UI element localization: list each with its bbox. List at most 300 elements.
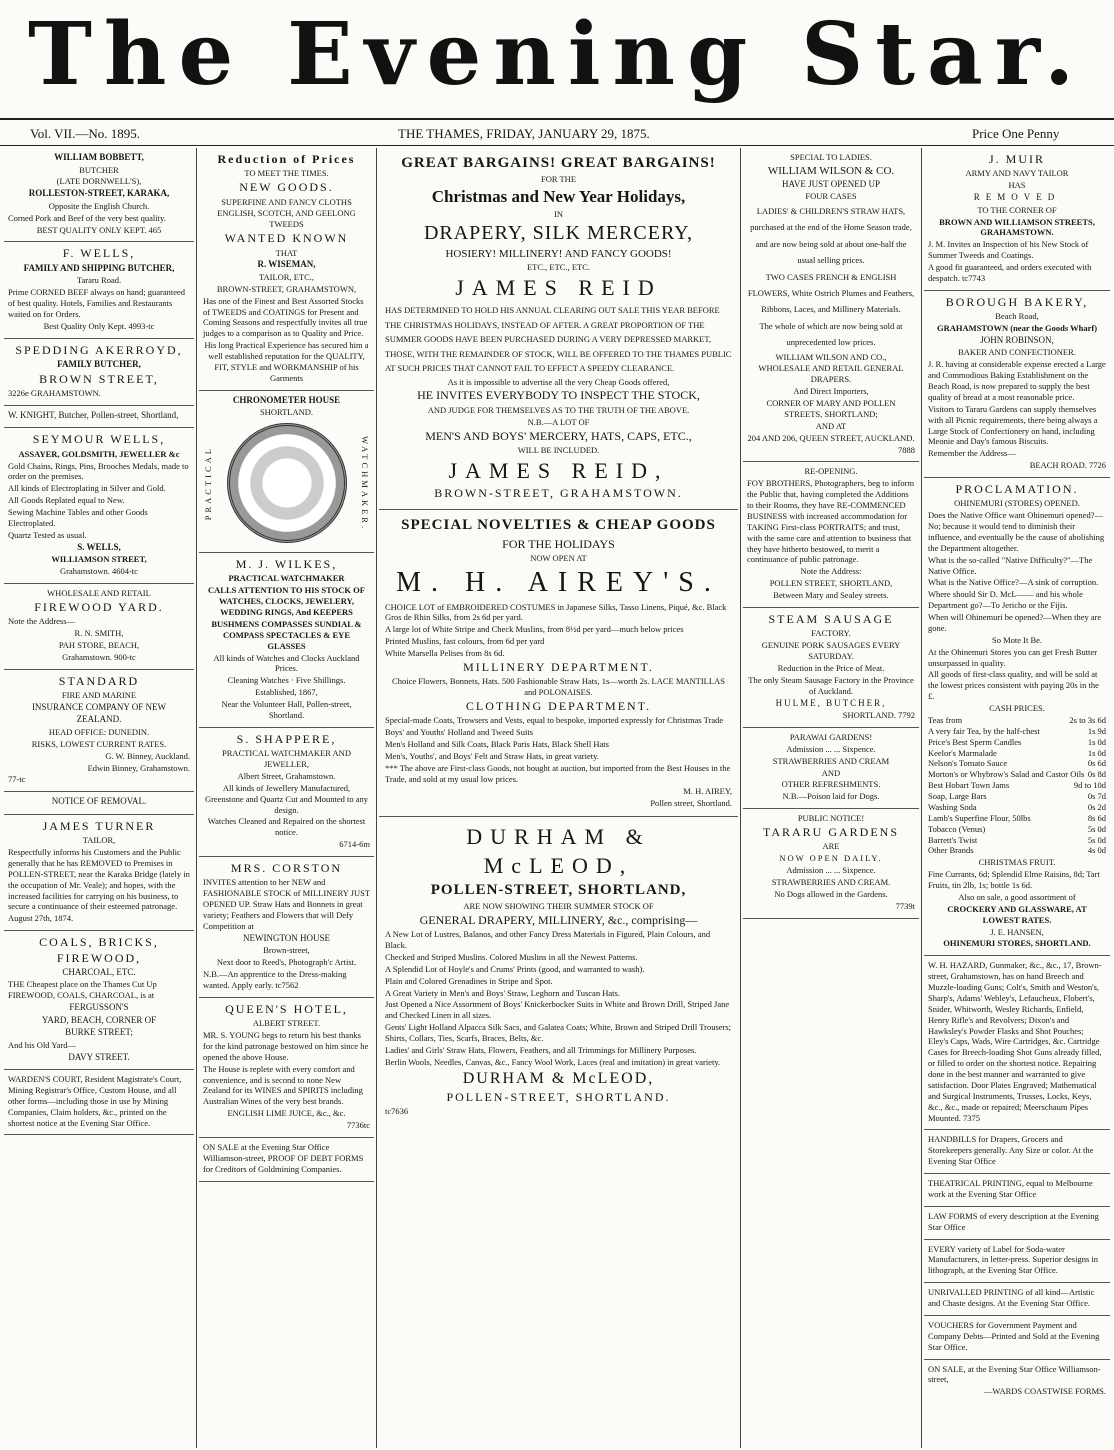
ad-text: 6714-6m xyxy=(339,839,370,850)
ad-text: WILL BE INCLUDED. xyxy=(517,444,600,455)
ad-text: FERGUSSON'S xyxy=(69,1002,129,1013)
ad-vouchers xyxy=(924,1316,1110,1360)
ad-text: POLLEN STREET, SHORTLAND, xyxy=(769,578,893,589)
price-value: 0s 7d xyxy=(1087,791,1106,802)
ad-text: ON SALE, at the Evening Star Office Williamson-street, xyxy=(928,1363,1101,1385)
ad-text: WANTED KNOWN xyxy=(224,231,349,246)
ad-text: The only Steam Sausage Factory in the Province of Auckland. xyxy=(748,674,914,696)
ad-text: JAMES REID, xyxy=(448,457,669,483)
ad-text: EVERY variety of Label for Soda-water Manufacturers, in letter-press. Superior designs in lithograph, at the Evening Star Office. xyxy=(928,1243,1099,1276)
ad-text: And his Old Yard— xyxy=(8,1039,77,1050)
ad-heading: F. WELLS, xyxy=(62,246,136,261)
ad-text: INSURANCE COMPANY OF NEW xyxy=(31,701,167,712)
ad-text: The whole of which are now being sold at unprecedented low prices. xyxy=(759,321,903,348)
ad-heading: WILLIAM BOBBETT, xyxy=(54,152,144,162)
price-value: 5s 0d xyxy=(1087,834,1106,845)
ad-text: HAS DETERMINED TO HOLD HIS ANNUAL CLEARING OUT SALE THIS YEAR BEFORE THE CHRISTMAS HOLIDAYS, INSTEAD OF AFTER. A GREAT PROPORTION OF THE SUMMER GOODS HAVE BEEN PURCHASED DURING A VERY DEPRESSED MARKET, THOSE, WITH THE REMAINDER OF STOCK, WILL BE OFFERED TO THE THAMES PUBLIC AT SUCH PRICES THAT CANNOT FAIL TO EFFECT A SPEEDY CLEARANCE. xyxy=(385,305,732,374)
ad-muir xyxy=(924,148,1110,291)
ad-text: Berlin Wools, Needles, Canvas, &c., Fancy Wool Work, Laces (real and imitation) in great variety. xyxy=(385,1056,721,1067)
ad-heading: CHRONOMETER HOUSE xyxy=(232,394,341,405)
ad-text: What is the Native Office?—A sink of corruption. xyxy=(928,577,1099,588)
ad-bobbett xyxy=(4,148,194,242)
ad-text: CORNER OF MARY AND POLLEN STREETS, SHORTLAND; xyxy=(766,398,896,419)
ad-text: ARMY AND NAVY TAILOR xyxy=(965,168,1069,179)
ad-text: The House is replete with every comfort and convenience, and is second to none New Zealand for its WINES and SPIRITS including Australian Wines of the very best brands. xyxy=(203,1063,363,1107)
ad-text: THAT xyxy=(275,247,298,258)
ad-text: OTHER REFRESHMENTS. xyxy=(781,779,881,790)
ad-text: BURKE STREET; xyxy=(65,1027,133,1038)
ad-text: A good fit guaranteed, and orders executed with despatch. tc7743 xyxy=(928,262,1092,283)
ad-text: ETC., ETC., ETC. xyxy=(526,262,591,273)
ad-text: BEACH ROAD. 7726 xyxy=(1029,460,1106,471)
ad-heading: J. MUIR xyxy=(988,152,1045,166)
ad-heading: S. SHAPPERE, xyxy=(236,731,337,746)
ad-text: AND xyxy=(821,767,841,778)
ad-text: HOSIERY! MILLINERY! AND FANCY GOODS! xyxy=(445,248,672,261)
dateline-rule xyxy=(0,145,1114,146)
price-value: 8s 6d xyxy=(1087,812,1106,823)
column-rule xyxy=(740,148,741,1448)
ad-text: Brown-street, xyxy=(263,945,310,956)
ad-heading: COALS, BRICKS, FIREWOOD, xyxy=(39,935,159,965)
ad-text: FACTORY. xyxy=(811,628,851,639)
ad-text: Remember the Address— xyxy=(928,448,1016,459)
price-item: Best Hobart Town Jams xyxy=(928,780,1010,791)
ad-text: BROWN STREET, xyxy=(39,371,159,386)
ad-text: INVITES attention to her NEW and FASHIONABLE STOCK of MILLINERY JUST OPENED UP. Straw Hats and Bonnets in great variety; Feathers and Flowers that will Defy Competition at xyxy=(203,877,370,931)
ad-heading: PARAWAI GARDENS! xyxy=(789,731,873,742)
ad-text: Note the Address: xyxy=(800,566,862,577)
ad-text: SHORTLAND. xyxy=(259,407,314,418)
ad-unrivalled-printing xyxy=(924,1283,1110,1316)
ad-heading: MRS. CORSTON xyxy=(230,861,343,876)
column-rule xyxy=(376,148,377,1448)
ad-text: Sewing Machine Tables and other Goods Electroplated. xyxy=(8,507,148,528)
ad-text: NEW GOODS. xyxy=(239,180,334,195)
ad-text: And Direct Importers, xyxy=(793,386,869,397)
ad-text: G. W. Binney, Auckland. xyxy=(105,750,190,761)
price-value: 1s 0d xyxy=(1087,736,1106,747)
ad-text: Reduction in the Price of Meat. xyxy=(777,662,885,673)
ad-text: Admission ... ... Sixpence. xyxy=(786,865,876,876)
ad-text: RISKS, LOWEST CURRENT RATES. xyxy=(31,738,167,749)
ad-airey xyxy=(379,510,738,817)
ad-james-reid xyxy=(379,148,738,510)
ad-text: ARE xyxy=(822,841,840,852)
ad-text: BROWN-STREET, GRAHAMSTOWN. xyxy=(434,485,683,500)
ad-text: M. H. AIREY'S. xyxy=(396,566,721,598)
ad-text: WILLIAM WILSON AND CO., xyxy=(775,351,887,362)
ad-text: CHOICE LOT of EMBROIDERED COSTUMES in Japanese Silks, Tasso Linens, Piqué, &c. Black Gros de Rhin Silks, from 2s 6d per yard. xyxy=(385,601,727,623)
ad-text: Prime CORNED BEEF always on hand; guaranteed of best quality. Hotels, Families and Restaurants waited on for Orders. xyxy=(8,287,186,319)
ad-text: ENGLISH LIME JUICE, &c., &c. xyxy=(227,1108,346,1119)
ad-text: TARARU GARDENS xyxy=(762,825,900,840)
ad-durham-mcleod xyxy=(379,817,738,1125)
ad-text: So Mote It Be. xyxy=(991,634,1043,645)
ad-text: Where should Sir D. McL—— and his whole Department go?—To Jericho or the Fijis. xyxy=(928,589,1083,611)
price-item: Tobacco (Venus) xyxy=(928,823,986,834)
ad-text: *** The above are First-class Goods, not bought at auction, but imported from the Best Houses in the Trade, and sold at my usual low prices. xyxy=(385,762,731,784)
volume-number: Vol. VII.—No. 1895. xyxy=(30,126,141,141)
ad-heading: NOTICE OF REMOVAL. xyxy=(51,796,147,807)
ad-notice-removal xyxy=(4,792,194,815)
price-row xyxy=(928,758,1106,769)
ad-text: Note the Address— xyxy=(8,616,76,627)
ad-text: N.B.—Poison laid for Dogs. xyxy=(782,791,880,802)
ad-text: OHINEMURI STORES, SHORTLAND. xyxy=(943,938,1091,949)
ad-text: 204 AND 206, QUEEN STREET, AUCKLAND. xyxy=(747,432,915,443)
ad-text: OHINEMURI (STORES) OPENED. xyxy=(954,498,1080,509)
price-item: Other Brands xyxy=(928,845,974,856)
ad-wells-butcher xyxy=(4,242,194,338)
price-row xyxy=(928,791,1106,802)
ad-text: VOUCHERS for Government Payment and Company Debts—Printed and Sold at the Evening Star Office. xyxy=(928,1319,1100,1352)
ad-text: DAVY STREET. xyxy=(68,1051,130,1062)
ad-text: TAILOR, ETC., xyxy=(258,271,315,282)
ad-text: TWO CASES FRENCH & ENGLISH FLOWERS, White Ostrich Plumes and Feathers, Ribbons, Laces, and Millinery Materials. xyxy=(747,271,915,315)
price-value: 1s 9d xyxy=(1087,725,1106,736)
ad-heading: SPECIAL NOVELTIES & CHEAP GOODS xyxy=(401,517,716,534)
ad-corston xyxy=(199,857,374,998)
ad-text: At the Ohinemuri Stores you can get Fresh Butter unsurpassed in quality. xyxy=(928,646,1098,668)
price-value: 0s 6d xyxy=(1087,758,1106,769)
price-value: 4s 0d xyxy=(1087,845,1106,856)
ad-text: LADIES' & CHILDREN'S STRAW HATS, purchased at the end of the Home Season trade, and are now being sold at about one-half the usual selling prices. xyxy=(750,206,912,265)
ad-text: Special-made Coats, Trowsers and Vests, equal to bespoke, imported expressly for Christmas Trade xyxy=(385,715,724,726)
ad-tararu-gardens xyxy=(743,809,919,918)
ad-heading: GREAT BARGAINS! GREAT BARGAINS! xyxy=(401,155,716,171)
ad-text: Between Mary and Sealey streets. xyxy=(773,590,889,601)
ad-text: Respectfully informs his Customers and the Public generally that he has REMOVED to Premises in POLLEN-STREET, near the Karaka Bridge (lately in the occupation of Mr. Veale); and hopes, with the increased facilities for carrying on his business, to secure a continuance of their esteemed patronage. xyxy=(8,847,190,912)
ad-text: Checked and Striped Muslins. Colored Muslins in all the Newest Patterns. xyxy=(385,951,638,962)
ad-text: Established, 1867, xyxy=(255,687,318,698)
ad-text: NEWINGTON HOUSE xyxy=(242,932,331,943)
ad-text: 7888 xyxy=(898,444,915,455)
ad-text: R. WISEMAN, xyxy=(257,259,316,270)
ad-text: AND AT xyxy=(815,420,847,431)
ad-text: Next door to Reed's, Photograph'c Artist. xyxy=(216,957,357,968)
price-row xyxy=(928,748,1106,759)
ad-text: What is the so-called "Native Difficulty?"—The Native Office. xyxy=(928,554,1093,576)
column-5 xyxy=(924,148,1110,1448)
ad-text: Tararu Road. xyxy=(76,275,122,286)
ad-text: WARDEN'S COURT, Resident Magistrate's Court, Mining Registrar's Office, Custom House, and all other forms—including those in use by Mining Companies, Claim holders, &c., printed on the shortest notice at the Evening Star Office. xyxy=(8,1074,182,1128)
ad-text: Cleaning Watches · Five Shillings. xyxy=(227,675,346,686)
ad-text: As it is impossible to advertise all the very Cheap Goods offered, xyxy=(447,376,670,387)
ad-labels xyxy=(924,1240,1110,1284)
masthead xyxy=(0,0,1114,118)
ad-heading: RE-OPENING. xyxy=(804,466,858,477)
ad-text: R. N. SMITH, xyxy=(74,628,124,639)
ad-text: SUPERFINE AND FANCY CLOTHS xyxy=(221,196,352,207)
ad-text: CLOTHING DEPARTMENT. xyxy=(465,699,652,714)
ad-text: DRAPERY, SILK MERCERY, xyxy=(423,221,694,244)
ad-text: GENUINE PORK SAUSAGES EVERY SATURDAY. xyxy=(761,640,901,662)
ad-text: TAILOR, xyxy=(82,835,116,846)
ad-text: Admission ... ... Sixpence. xyxy=(786,743,876,754)
ad-text: 3226e GRAHAMSTOWN. xyxy=(8,387,101,398)
price-row xyxy=(928,835,1106,846)
ad-text: FAMILY BUTCHER, xyxy=(57,359,141,370)
ad-coals xyxy=(4,931,194,1070)
ad-text: FOUR CASES xyxy=(805,191,857,202)
ad-text: HE INVITES EVERYBODY TO INSPECT THE STOCK, xyxy=(417,388,700,403)
ad-text: Albert Street, Grahamstown. xyxy=(237,770,336,781)
ad-text: DURHAM & McLEOD, xyxy=(462,1069,655,1087)
ad-text: POLLEN-STREET, SHORTLAND. xyxy=(446,1090,671,1105)
ad-text: WATCHMAKER. xyxy=(360,435,370,531)
ad-text: Printed Muslins, fast colours, from 6d per yard xyxy=(385,636,545,647)
ad-heading: STEAM SAUSAGE xyxy=(768,611,894,626)
price-row xyxy=(928,824,1106,835)
ad-text: A large lot of White Stripe and Check Muslins, from 8½d per yard—much below prices xyxy=(385,624,684,635)
ad-text: All kinds of Electroplating in Silver and Gold. xyxy=(8,483,166,494)
price-item: Barrett's Twist xyxy=(928,834,978,845)
ad-text: ASSAYER, GOLDSMITH, JEWELLER &c xyxy=(18,448,180,459)
ad-text: Also on sale, a good assortment of xyxy=(958,891,1076,902)
ad-text: tc7636 xyxy=(385,1106,409,1117)
clock-face-illustration xyxy=(227,423,347,543)
ad-heading: PROCLAMATION. xyxy=(955,482,1079,496)
ad-kerroyd xyxy=(4,339,194,406)
ad-text: Gold Chains, Rings, Pins, Brooches Medals, made to order on the premises. xyxy=(8,460,189,482)
ad-law-forms xyxy=(924,1207,1110,1240)
price-row xyxy=(928,813,1106,824)
ad-foy-brothers xyxy=(743,462,919,608)
ad-text: CALLS ATTENTION TO HIS STOCK OF WATCHES, CLOCKS, JEWELERY, WEDDING RINGS, And KEEPERS xyxy=(208,585,365,618)
ad-parawai-gardens xyxy=(743,728,919,809)
ad-seymour-wells xyxy=(4,428,194,584)
ad-text: No Dogs allowed in the Gardens. xyxy=(774,888,888,899)
ad-text: White Marsella Pelises from 8s 6d. xyxy=(385,648,505,659)
ad-text: PAH STORE, BEACH, xyxy=(58,639,140,650)
ad-standard-insurance xyxy=(4,670,194,793)
ad-heading: FIREWOOD YARD. xyxy=(34,599,164,614)
ad-text: IN xyxy=(554,208,563,219)
ad-text: Best Quality Only Kept. 4993-tc xyxy=(43,320,155,331)
ad-text: BUSHMENS COMPASSES SUNDIAL & COMPASS SPECTACLES & EYE GLASSES xyxy=(211,618,362,651)
ad-text: ROLLESTON-STREET, KARAKA, xyxy=(28,188,170,199)
ad-text: TO THE CORNER OF xyxy=(977,204,1057,215)
ad-text: FAMILY AND SHIPPING BUTCHER, xyxy=(23,262,175,273)
ad-text: A Great Variety in Men's and Boys' Straw, Leghorn and Tuscan Hats. xyxy=(385,987,620,998)
ad-text: All kinds of Jewellery Manufactured, Greenstone and Quartz Cut and Mounted to any design. xyxy=(204,782,369,815)
price-item: Teas from xyxy=(928,714,963,725)
ad-text: A New Lot of Lustres, Balanos, and other Fancy Dress Materials in Figured, Plain Colours, and Black. xyxy=(385,929,711,951)
ad-text: Choice Flowers, Bonnets, Hats. 500 Fashionable Straw Hats, 1s—worth 2s. LACE MANTILLAS and POLONAISES. xyxy=(392,676,725,698)
ad-text: —WARDS COASTWISE FORMS. xyxy=(983,1386,1106,1397)
ad-text: SHORTLAND. 7792 xyxy=(842,710,915,721)
ad-text: Men's Holland and Silk Coats, Black Paris Hats, Black Shell Hats xyxy=(385,739,609,750)
ad-text: HAVE JUST OPENED UP xyxy=(782,178,880,189)
ad-borough-bakery xyxy=(924,291,1110,478)
ad-text: POLLEN-STREET, SHORTLAND, xyxy=(430,881,687,898)
price-value: 2s to 3s 6d xyxy=(1069,714,1106,725)
ad-heading: JAMES TURNER xyxy=(42,818,156,833)
price-row xyxy=(928,802,1106,813)
price-row xyxy=(928,715,1106,726)
ad-text: When will Ohinemuri be opened?—When they are gone. xyxy=(928,612,1102,633)
ad-text: WHOLESALE AND RETAIL xyxy=(47,587,151,598)
ad-text: UNRIVALLED PRINTING of all kind—Artistic and Chaste designs. At the Evening Star Office. xyxy=(928,1287,1095,1309)
ad-text: All kinds of Watches and Clocks Auckland Prices. xyxy=(213,652,360,674)
masthead-rule xyxy=(0,118,1114,120)
ad-text: PRACTICAL WATCHMAKER AND JEWELLER, xyxy=(222,748,351,770)
ad-heading: SPEDDING AKERROYD, xyxy=(15,342,183,357)
ad-firewood-yard xyxy=(4,584,194,670)
ad-text: J. M. Invites an Inspection of his New Stock of Summer Tweeds and Coatings. xyxy=(928,239,1089,261)
ad-text: THE Cheapest place on the Thames Cut Up FIREWOOD, COALS, CHARCOAL, is at xyxy=(8,979,157,1001)
price-row xyxy=(928,845,1106,856)
ad-text: Men's, Youths', and Boys' Felt and Straw Hats, in great variety. xyxy=(385,751,599,762)
ad-text: Grahamstown. 900-tc xyxy=(62,651,136,662)
ad-text: Boys' and Youths' Holland and Tweed Suits xyxy=(385,727,533,738)
column-2 xyxy=(199,148,374,1448)
ad-heading: STANDARD xyxy=(58,673,140,688)
ad-text: FOR THE xyxy=(540,174,577,185)
ad-text: CHARCOAL, ETC. xyxy=(62,966,136,977)
ad-text: Christmas and New Year Holidays, xyxy=(431,187,686,207)
ad-text: PRACTICAL WATCHMAKER xyxy=(228,573,345,584)
ad-text: YARD, BEACH, CORNER OF xyxy=(41,1014,157,1025)
ad-text: BAKER AND CONFECTIONER. xyxy=(958,347,1076,358)
ad-onsale-coastwise xyxy=(924,1360,1110,1404)
price-item: Washing Soda xyxy=(928,801,977,812)
ad-text: TO MEET THE TIMES. xyxy=(244,168,329,179)
ad-text: HULME, BUTCHER, xyxy=(775,697,887,708)
ad-text: GENERAL DRAPERY, MILLINERY, &c., comprising— xyxy=(419,912,698,927)
ad-heading: DURHAM & McLEOD, xyxy=(466,824,651,878)
ad-text: NOW OPEN AT xyxy=(530,552,587,563)
ad-text: Has one of the Finest and Best Assorted Stocks of TWEEDS and COATINGS for Present and Coming Seasons and respectfully invites all true judges to a comparison as to Quality and Price. xyxy=(203,295,368,339)
price-row xyxy=(928,726,1106,737)
ad-heading: Reduction of Prices xyxy=(217,152,356,166)
ad-reduction-prices xyxy=(199,148,374,391)
ad-text: STRAWBERRIES AND CREAM xyxy=(772,755,890,766)
ad-heading: BOROUGH BAKERY, xyxy=(945,294,1089,309)
ad-handbills xyxy=(924,1130,1110,1174)
price-item: Soap, Large Bars xyxy=(928,791,987,802)
ad-text: HANDBILLS for Drapers, Grocers and Storekeepers generally. Any Size or color. At the Evening Star Office xyxy=(928,1134,1094,1167)
ad-text: AND JUDGE FOR THEMSELVES AS TO THE TRUTH OF THE ABOVE. xyxy=(427,404,690,415)
ad-text: (LATE DORNWELL'S), xyxy=(56,176,142,187)
ad-text: MEN'S AND BOYS' MERCERY, HATS, CAPS, ETC., xyxy=(425,428,692,443)
column-rule xyxy=(196,148,197,1448)
ad-text: ENGLISH, SCOTCH, AND GEELONG TWEEDS xyxy=(217,208,356,230)
price-item: A very fair Tea, by the half-chest xyxy=(928,725,1040,736)
ad-text: MR. S. YOUNG begs to return his best thanks for the kind patronage bestowed on him since he opened the above House. xyxy=(203,1030,369,1062)
ad-text: JAMES REID xyxy=(455,275,662,301)
ad-text: BUTCHER xyxy=(79,164,119,175)
price-row xyxy=(928,769,1106,780)
price-value: 9d to 10d xyxy=(1073,780,1106,791)
ad-text: BEST QUALITY ONLY KEPT. 465 xyxy=(36,224,162,235)
ad-text: All goods of first-class quality, and will be sold at the lowest prices consistent with paying 20s in the £. xyxy=(928,669,1099,702)
ad-theatrical-printing xyxy=(924,1174,1110,1207)
column-4 xyxy=(743,148,919,1448)
ad-text: Does the Native Office want Ohinemuri opened?—No; because it would tend to diminish their influence, and eventually be the cause of abolishing the Department altogether. xyxy=(928,510,1105,553)
ad-chronometer-house xyxy=(199,391,374,553)
ad-text: N.B.—An apprentice to the Dress-making wanted. Apply early. tc7562 xyxy=(203,969,347,990)
price-list-title: CASH PRICES. xyxy=(989,703,1045,714)
ad-wilkes xyxy=(199,553,374,728)
ad-text: 77-tc xyxy=(8,774,26,785)
ad-text: CROCKERY AND GLASSWARE, AT LOWEST RATES. xyxy=(947,903,1087,925)
ad-text: LAW FORMS of every description at the Evening Star Office xyxy=(928,1210,1099,1232)
ad-text: Just Opened a Nice Assortment of Boys' Knickerbocker Suits in White and Brown Drill, Striped Jane and Checked Linen in all sizes. xyxy=(385,999,730,1021)
ad-text: J. R. having at considerable expense erected a Large and Commodious Baking Establishment on the Beach Road, is now prepared to supply the best quality of bread at a most reasonable price. xyxy=(928,359,1106,402)
ad-text: Ladies' and Girls' Straw Hats, Flowers, Feathers, and all Trimmings for Millinery Purposes. xyxy=(385,1044,697,1055)
column-3 xyxy=(379,148,738,1448)
price-row xyxy=(928,737,1106,748)
ad-text: Visitors to Tararu Gardens can supply themselves with all Picnic requirements, there being always a Large Stock of Confectionery on hand, including Meonie and Day's famous Biscuits. xyxy=(928,403,1098,447)
ad-text: Edwin Binney, Grahamstown. xyxy=(87,762,190,773)
ad-text: WHOLESALE AND RETAIL GENERAL DRAPERS. xyxy=(758,363,904,385)
ad-heading: PUBLIC NOTICE! xyxy=(797,813,865,824)
ad-text: Opposite the English Church. xyxy=(48,200,150,211)
ad-text: ARE NOW SHOWING THEIR SUMMER STOCK OF xyxy=(463,900,654,911)
ad-queens-hotel xyxy=(199,998,374,1138)
ad-hazard-gunmaker xyxy=(924,956,1110,1130)
newspaper-title: The Evening Star. xyxy=(27,4,1087,105)
ad-text: All Goods Replated equal to New. xyxy=(8,495,125,506)
ad-text: THEATRICAL PRINTING, equal to Melbourne work at the Evening Star Office xyxy=(928,1178,1093,1199)
ad-proclamation xyxy=(924,478,1110,956)
ad-text: Near the Volunteer Hall, Pollen-street, Shortland. xyxy=(221,699,352,720)
ad-text: M. H. AIREY, xyxy=(683,785,732,796)
ad-text: His long Practical Experience has secured him a well established reputation for the QUALITY, FIT, STYLE and WORKMANSHIP of his Garments xyxy=(204,340,369,383)
ad-shappere xyxy=(199,728,374,857)
ad-text: Quartz Tested as usual. xyxy=(8,529,87,540)
ad-text: Gents' Light Holland Alpacca Silk Sacs, and Galatea Coats; White, Brown and Striped Drill Trousers; Shirts, Collars, Ties, Scarfs, Braces, Belts, &c. xyxy=(385,1022,732,1044)
price-item: Keelor's Marmalade xyxy=(928,747,997,758)
price-value: 0s 2d xyxy=(1087,801,1106,812)
price-item: Price's Best Sperm Candles xyxy=(928,736,1022,747)
ad-text: JOHN ROBINSON, xyxy=(980,334,1054,345)
price-value: 0s 8d xyxy=(1087,769,1106,780)
ad-text: ALBERT STREET. xyxy=(252,1018,321,1029)
ad-text: W. KNIGHT, Butcher, Pollen-street, Shortland, xyxy=(8,409,179,420)
ad-knight xyxy=(4,406,194,429)
ad-text: FOY BROTHERS, Photographers, beg to inform the Public that, having completed the Additions to their Rooms, they have RE-COMMENCED BUSINESS with increased accommodation for TAKING First-class PORTRAITS; and trust, with the same care and attention to business that they have hitherto bestowed, to merit a continuance of public patronage. xyxy=(747,478,915,565)
ad-text: WILLIAM WILSON & CO. xyxy=(767,164,895,177)
ad-turner xyxy=(4,815,194,931)
ad-text: Corned Pork and Beef of the very best quality. xyxy=(8,212,166,223)
ad-text: W. H. HAZARD, Gunmaker, &c., &c., 17, Brown-street, Grahamstown, has on hand Breech and Muzzle-loading Guns; Colt's, Smith and Weston's, Sharp's, Adams' Webley's, Lefaucheux, Flobert's, Snider, Whitworth, Wesley Richards, Enfield, Henry Rifle's and Revolvers; Dixon's and Hawksley's Powder Flasks and Shot Pouches; Eley's Caps, Wads, Wire Cartridges, &c. Cartridge Cases for Breech-loading Shot Guns already filled, or filled to order on the shortest notice. Repairing done in the best manner and warranted to give satisfaction. Door Plates Engraved; Mathematical and Surgical Instruments, Trusses, Locks, Keys, &c., &c., made or repaired; Meerschaum Pipes Mounted. 7375 xyxy=(928,960,1102,1123)
ad-text: J. E. HANSEN, xyxy=(990,926,1044,937)
ad-text: GRAHAMSTOWN (near the Goods Wharf) xyxy=(936,322,1098,333)
ad-heading: SPECIAL TO LADIES. xyxy=(790,152,872,162)
ad-text: FOR THE HOLIDAYS xyxy=(502,536,615,551)
ad-heading: M. J. WILKES, xyxy=(235,557,338,572)
ad-text: MILLINERY DEPARTMENT. xyxy=(463,659,654,674)
ad-text: A Splendid Lot of Hoyle's and Crums' Prints (good, and warranted to wash). xyxy=(385,963,645,974)
ad-text: ON SALE at the Evening Star Office Williamson-street, PROOF OF DEBT FORMS for Creditors of Goldmining Companies. xyxy=(203,1141,364,1174)
ad-text: WILLIAMSON STREET, xyxy=(51,554,147,565)
price: Price One Penny xyxy=(972,126,1060,141)
ad-text: Plain and Colored Grenadines in Stripe and Spot. xyxy=(385,975,553,986)
ad-heading: SEYMOUR WELLS, xyxy=(32,432,166,447)
price-value: 5s 0d xyxy=(1087,823,1106,834)
price-item: Lamb's Superfine Flour, 50lbs xyxy=(928,812,1031,823)
ad-text: Watches Cleaned and Repaired on the shortest notice. xyxy=(207,816,366,838)
ad-text: Beach Road, xyxy=(995,311,1039,322)
ad-text: BROWN AND WILLIAMSON STREETS, GRAHAMSTOWN. xyxy=(939,216,1095,238)
ad-warden xyxy=(4,1070,194,1135)
price-row xyxy=(928,780,1106,791)
price-item: Nelson's Tomato Sauce xyxy=(928,758,1008,769)
ad-steam-sausage xyxy=(743,608,919,728)
